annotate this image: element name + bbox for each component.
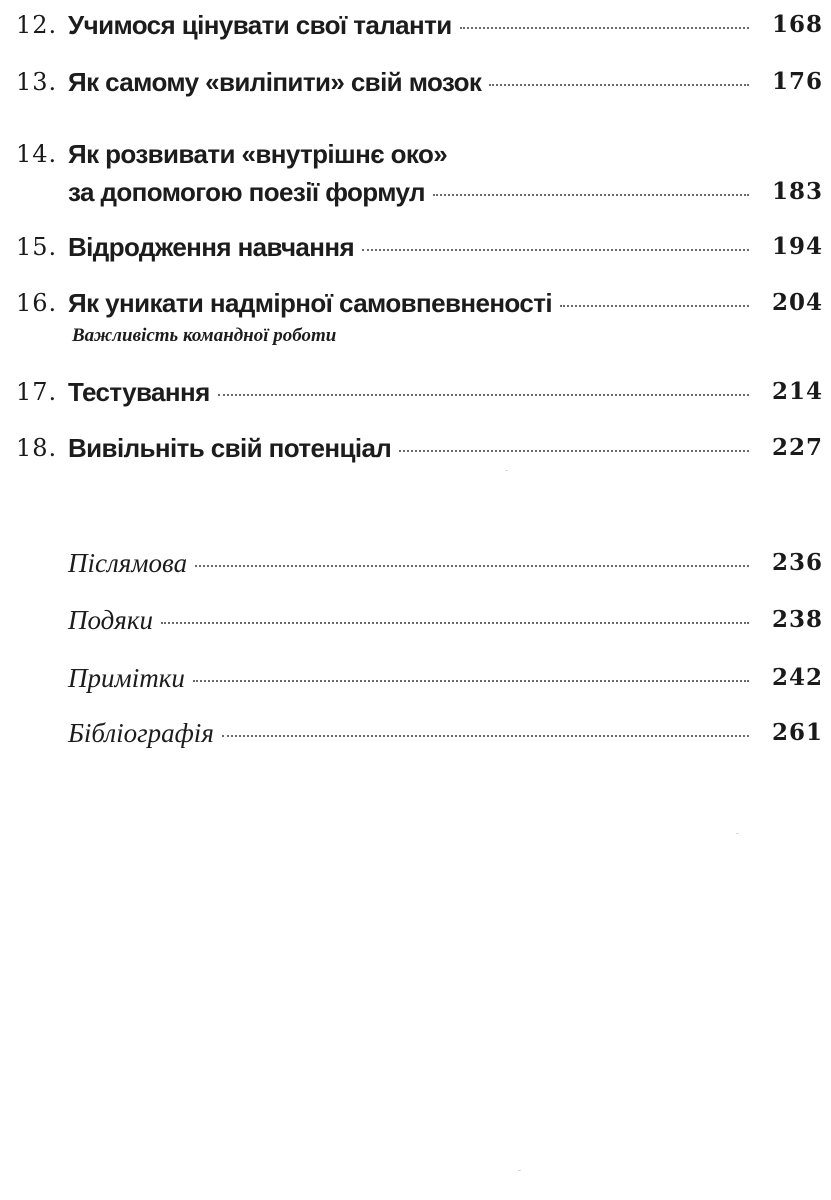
chapter-title-row [68, 283, 749, 323]
page-number: 204 [771, 289, 823, 316]
toc-entry-notes[interactable] [0, 658, 831, 698]
dot-leader [195, 565, 749, 567]
toc-entry-bibliography[interactable] [0, 713, 831, 753]
chapter-title: Учимося цінувати свої таланти [68, 10, 452, 40]
toc-entry-chapter-13[interactable] [0, 62, 831, 102]
dot-leader [399, 450, 749, 452]
chapter-number: 15. [16, 233, 58, 261]
chapter-title-row [68, 172, 749, 212]
chapter-title: Як уникати надмірної самовпевненості [68, 288, 552, 318]
dot-leader [433, 194, 749, 196]
dot-leader [560, 305, 749, 307]
paper-speck [518, 1170, 521, 1171]
chapter-title: Відродження навчання [68, 232, 355, 262]
chapter-title-row [68, 62, 749, 102]
toc-entry-chapter-15[interactable] [0, 227, 831, 267]
chapter-title-row [68, 227, 749, 267]
back-matter-title: Примітки [68, 663, 185, 693]
dot-leader [222, 735, 749, 737]
paper-speck [505, 470, 508, 471]
chapter-number: 13. [16, 68, 58, 96]
page-number: 194 [771, 233, 823, 260]
page-number: 214 [771, 378, 823, 405]
chapter-title-row [68, 372, 749, 412]
chapter-title: Тестування [68, 377, 210, 407]
toc-entry-chapter-14[interactable] [0, 134, 831, 214]
chapter-title-line-1: Як розвивати «внутрішнє око» [68, 139, 448, 169]
dot-leader [218, 394, 749, 396]
paper-speck [736, 833, 739, 834]
dot-leader [489, 84, 749, 86]
chapter-title-row [68, 428, 749, 468]
chapter-title-line-2: за допомогою поезії формул [68, 177, 425, 207]
toc-entry-afterword[interactable] [0, 543, 831, 583]
page-number: 183 [771, 178, 823, 205]
page-number: 261 [771, 719, 823, 746]
back-matter-title: Бібліографія [68, 718, 214, 748]
dot-leader [193, 680, 749, 682]
toc-entry-chapter-18[interactable] [0, 428, 831, 468]
chapter-title-row [68, 5, 749, 45]
chapter-number: 18. [16, 434, 58, 462]
page-number: 238 [771, 606, 823, 633]
page-number: 176 [771, 68, 823, 95]
toc-entry-chapter-17[interactable] [0, 372, 831, 412]
chapter-title: Як самому «виліпити» свій мозок [68, 67, 482, 97]
page-number: 236 [771, 549, 823, 576]
toc-entry-acknowledgements[interactable] [0, 600, 831, 640]
toc-entry-chapter-12[interactable] [0, 5, 831, 45]
chapter-number: 14. [16, 140, 58, 168]
back-matter-title-row [68, 658, 749, 698]
page-number: 242 [771, 664, 823, 691]
back-matter-title-row [68, 713, 749, 753]
back-matter-title-row [68, 543, 749, 583]
chapter-title: Вивільніть свій потенціал [68, 433, 392, 463]
chapter-number: 17. [16, 378, 58, 406]
chapter-number: 12. [16, 11, 58, 39]
chapter-number: 16. [16, 289, 58, 317]
dot-leader [161, 622, 749, 624]
dot-leader [460, 27, 749, 29]
page-number: 227 [771, 434, 823, 461]
back-matter-title: Подяки [68, 605, 153, 635]
back-matter-title-row [68, 600, 749, 640]
dot-leader [362, 249, 749, 251]
chapter-subtitle: Важливість командної роботи [72, 325, 337, 346]
back-matter-title: Післямова [68, 548, 188, 578]
toc-entry-chapter-16[interactable] [0, 283, 831, 353]
page-number: 168 [771, 11, 823, 38]
